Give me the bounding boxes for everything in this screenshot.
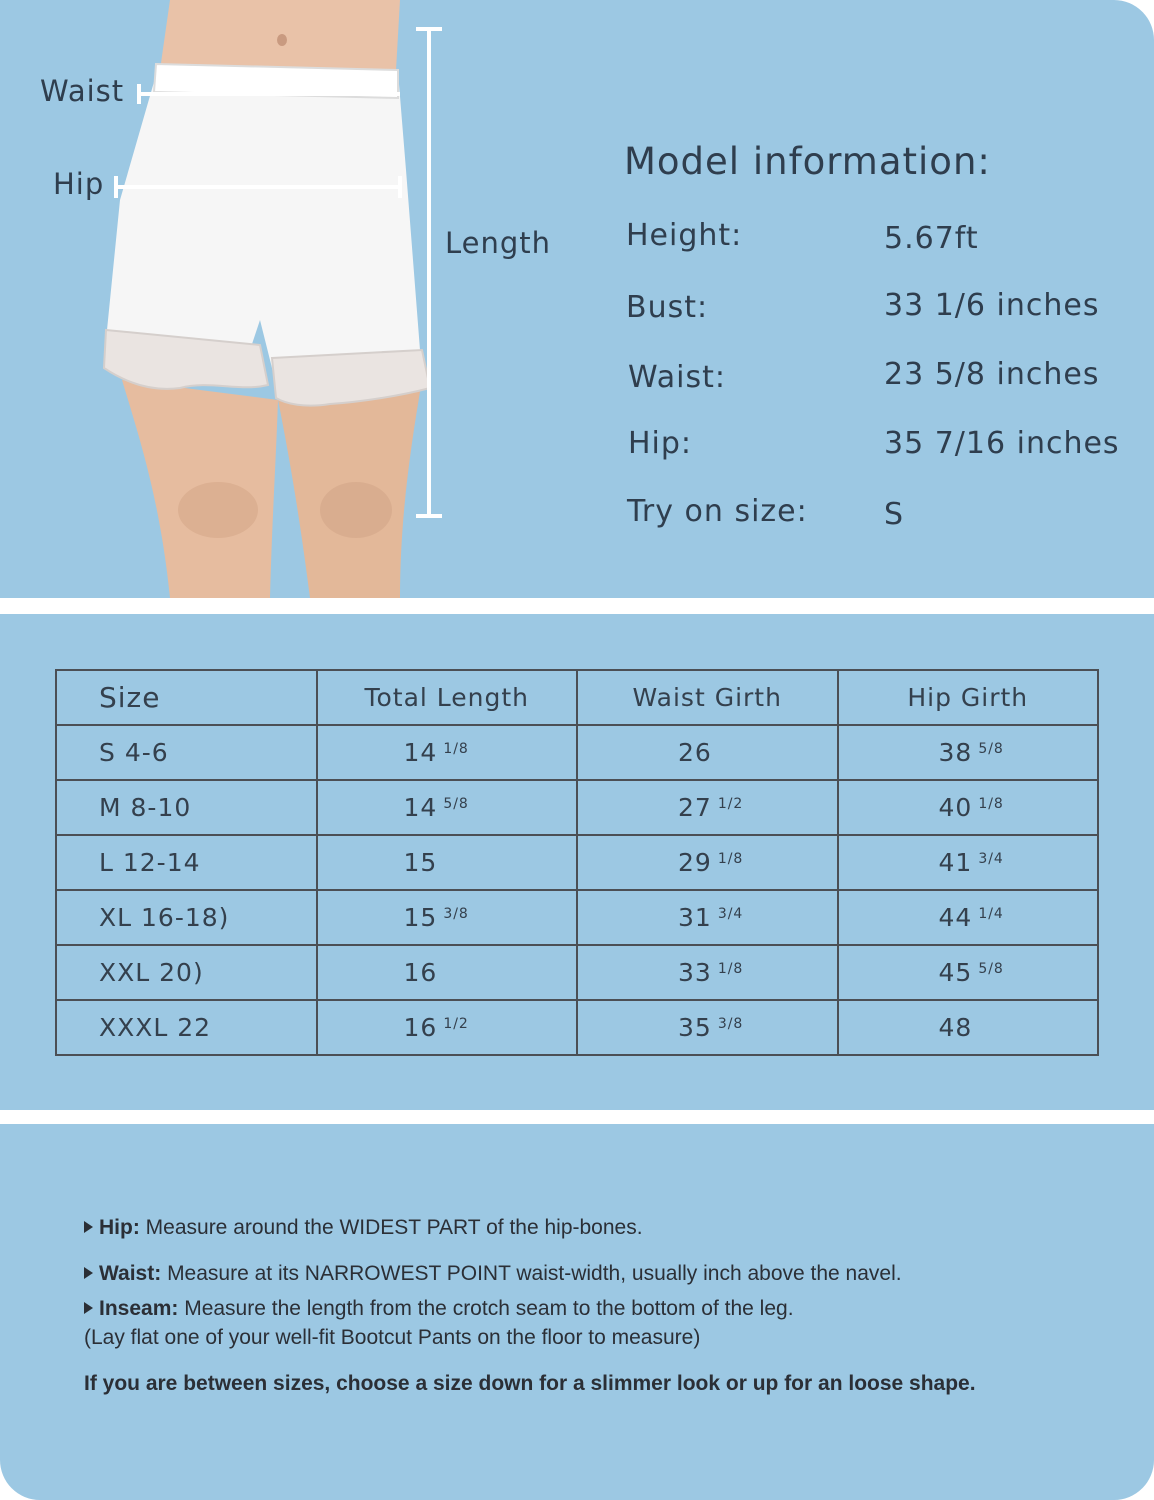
cell-whole: 29 (678, 848, 712, 877)
cell-hip (838, 835, 1099, 890)
cell-whole: 41 (938, 848, 973, 877)
table-header-row (56, 670, 1098, 725)
cell-hip (838, 780, 1099, 835)
info-label-height: Height: (626, 218, 743, 253)
note-waist-label: Waist: (99, 1262, 162, 1285)
header-hip-girth: Hip Girth (838, 670, 1099, 725)
cell-size: S 4-6 (56, 725, 317, 780)
hip-measure-line (114, 185, 402, 189)
model-right-knee (320, 482, 392, 538)
cell-frac: 1/8 (717, 851, 744, 867)
cell-waist (577, 890, 838, 945)
cell-whole: 35 (678, 1013, 712, 1042)
cell-whole: 16 (403, 958, 438, 987)
note-inseam-label: Inseam: (99, 1297, 179, 1320)
note-size-advice: If you are between sizes, choose a size down for a slimmer look or up for an loose shape. (84, 1372, 976, 1395)
cell-hip (838, 945, 1099, 1000)
note-inseam (84, 1297, 794, 1321)
cell-frac: 1/8 (717, 961, 744, 977)
note-hip (84, 1216, 643, 1240)
cell-hip (838, 725, 1099, 780)
cell-waist (577, 1000, 838, 1055)
header-size: Size (56, 670, 317, 725)
bullet-triangle-icon (84, 1221, 93, 1233)
info-label-bust: Bust: (626, 290, 709, 325)
info-label-hip: Hip: (628, 426, 693, 461)
hip-measure-label: Hip (53, 167, 105, 201)
cell-length (317, 780, 578, 835)
cell-size: L 12-14 (56, 835, 317, 890)
cell-size: XXXL 22 (56, 1000, 317, 1055)
cell-length (317, 835, 578, 890)
cell-frac: 1/2 (717, 796, 744, 812)
cell-frac: 3/4 (978, 851, 1004, 867)
table-row (56, 780, 1098, 835)
cell-size: XL 16-18) (56, 890, 317, 945)
cell-whole: 16 (403, 1013, 438, 1042)
cell-whole: 40 (938, 793, 973, 822)
header-waist-girth: Waist Girth (577, 670, 838, 725)
info-value-try-on-size: S (884, 497, 905, 532)
table-row (56, 725, 1098, 780)
bullet-triangle-icon (84, 1302, 93, 1314)
cell-frac: 3/8 (717, 1016, 744, 1032)
cell-hip (838, 890, 1099, 945)
cell-frac: 1/8 (978, 796, 1004, 812)
cell-whole: 33 (678, 958, 712, 987)
cell-frac: 5/8 (978, 741, 1004, 757)
cell-waist (577, 835, 838, 890)
cell-whole: 44 (938, 903, 973, 932)
cell-frac: 1/2 (443, 1016, 469, 1032)
cell-waist (577, 780, 838, 835)
cell-length (317, 725, 578, 780)
model-left-knee (178, 482, 258, 538)
info-value-hip: 35 7/16 inches (884, 426, 1120, 461)
table-row (56, 890, 1098, 945)
info-label-try-on-size: Try on size: (627, 494, 808, 529)
note-hip-label: Hip: (99, 1216, 140, 1239)
info-label-waist: Waist: (628, 360, 726, 395)
waist-measure-line (137, 92, 400, 96)
model-info-title: Model information: (624, 140, 991, 183)
note-inseam-text: Measure the length from the crotch seam to the bottom of the leg. (178, 1297, 794, 1320)
model-navel (277, 34, 287, 46)
cell-length (317, 1000, 578, 1055)
cell-waist (577, 945, 838, 1000)
cell-whole: 15 (403, 903, 438, 932)
bullet-triangle-icon (84, 1267, 93, 1279)
note-waist (84, 1262, 902, 1286)
table-row (56, 945, 1098, 1000)
cell-frac: 1/4 (978, 906, 1004, 922)
cell-frac: 1/8 (443, 741, 469, 757)
hip-measure-right-cap (398, 176, 402, 198)
header-total-length: Total Length (317, 670, 578, 725)
cell-whole: 45 (938, 958, 973, 987)
model-photo (100, 0, 440, 598)
cell-waist (577, 725, 838, 780)
cell-whole: 27 (678, 793, 712, 822)
info-value-waist: 23 5/8 inches (884, 357, 1100, 392)
cell-size: XXL 20) (56, 945, 317, 1000)
note-waist-text: Measure at its NARROWEST POINT waist-width, usually inch above the navel. (161, 1262, 902, 1285)
cell-hip (838, 1000, 1099, 1055)
table-row (56, 835, 1098, 890)
table-row (56, 1000, 1098, 1055)
cell-frac: 3/4 (717, 906, 744, 922)
note-hip-text: Measure around the WIDEST PART of the hip-bones. (139, 1216, 643, 1239)
cell-whole: 15 (403, 848, 438, 877)
size-table (55, 669, 1099, 1056)
cell-whole: 31 (678, 903, 712, 932)
length-measure-label: Length (445, 226, 552, 260)
cell-whole: 14 (403, 793, 438, 822)
length-measure-line (427, 27, 431, 517)
cell-whole: 14 (403, 738, 438, 767)
cell-length (317, 890, 578, 945)
cell-whole: 26 (678, 738, 712, 767)
cell-frac: 3/8 (443, 906, 469, 922)
model-panel (0, 0, 1154, 598)
cell-size: M 8-10 (56, 780, 317, 835)
cell-length (317, 945, 578, 1000)
cell-frac: 5/8 (978, 961, 1004, 977)
cell-whole: 38 (938, 738, 973, 767)
waist-measure-label: Waist (40, 74, 125, 108)
info-value-bust: 33 1/6 inches (884, 288, 1100, 323)
length-measure-bottom-cap (416, 514, 442, 518)
cell-whole: 48 (938, 1013, 973, 1042)
note-inseam-sub: (Lay flat one of your well-fit Bootcut Pants on the floor to measure) (84, 1326, 701, 1349)
info-value-height: 5.67ft (884, 221, 979, 256)
cell-frac: 5/8 (443, 796, 469, 812)
